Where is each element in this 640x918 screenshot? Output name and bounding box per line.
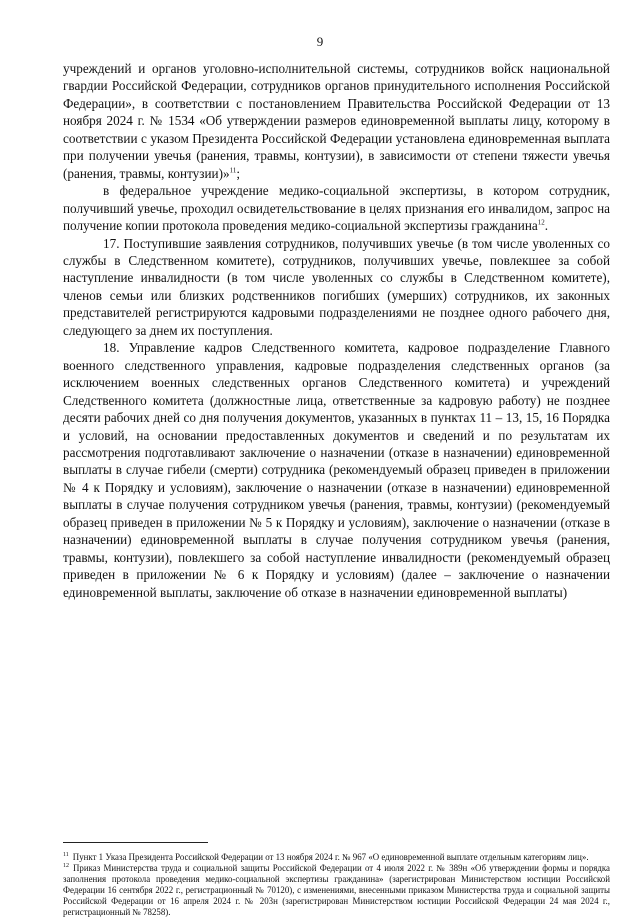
footnote-text: Пункт 1 Указа Президента Российской Федерации от 13 ноября 2024 г. № 967 «О единовременной выплате отдельным категориям лиц».	[72, 852, 589, 862]
footnote-ref: 12	[537, 218, 545, 227]
footnote-ref: 11	[229, 166, 237, 175]
page-number: 9	[316, 34, 324, 49]
footnote-mark: 12	[63, 863, 69, 870]
paragraph-mse-request	[63, 182, 610, 234]
footnote-mark: 11	[63, 852, 69, 859]
paragraph-tail: ;	[236, 165, 240, 181]
paragraph-continuation	[63, 60, 610, 182]
paragraph-18: 18. Управление кадров Следственного комитета, кадровое подразделение Главного военного следственного управления, кадровые подразделения следственных органов (за исключением военных следственных органов Следственного комитета) и учреждений Следственного комитета (должностные лица, ответственные за кадровую работу) не позднее десяти рабочих дней со дня получения документов, указанных в пунктах 11 – 13, 15, 16 Порядка и условий, на основании предоставленных документов и сведений и по результатам их рассмотрения подготавливают заключение о назначении (отказе в назначении) единовременной выплаты в случае гибели (смерти) сотрудника (рекомендуемый образец приведен в приложении № 4 к Порядку и условиям), заключение о назначении (отказе в назначении) единовременной выплаты в случае получения сотрудником увечья (ранения, травмы, контузии) (рекомендуемый образец приведен в приложении № 5 к Порядку и условиям), заключение о назначении (отказе в назначении) единовременной выплаты в случае получения сотрудником увечья (ранения, травмы, контузии), повлекшего за собой наступление инвалидности (рекомендуемый образец приведен в приложении № 6 к Порядку и условиям) (далее – заключение о назначении единовременной выплаты, заключение об отказе в назначении единовременной выплаты)	[63, 340, 610, 600]
paragraph-17: 17. Поступившие заявления сотрудников, получивших увечье (в том числе уволенных со службы в Следственном комитете), сотрудников, получивших увечье, повлекшее за собой наступление инвалидности (в том числе уволенных со службы в Следственном комитете), членов семьи или близких родственников погибших (умерших) сотрудников, их законных представителей регистрируются кадровыми подразделениями не позднее одного рабочего дня, следующего за днем их поступления.	[63, 235, 610, 338]
paragraph-tail: .	[544, 218, 549, 234]
footnotes	[63, 852, 610, 918]
footnote-11	[63, 852, 610, 863]
paragraph-text: в федеральное учреждение медико-социальной экспертизы, в котором сотрудник, получивший увечье, проходил освидетельствование в целях признания его инвалидом, запрос на получение копии протокола проведения медико-социальной экспертизы гражданина	[63, 183, 610, 234]
footnote-12	[63, 863, 610, 918]
document-body	[63, 60, 610, 601]
footnote-separator	[63, 842, 208, 843]
footnote-text: Приказ Министерства труда и социальной защиты Российской Федерации от 4 июля 2022 г. № 389н «Об утверждении формы и порядка заполнения протокола проведения медико-социальной экспертизы гражданина» (зарегистрирован Министерством юстиции Российской Федерации 16 сентября 2022 г., регистрационный № 70120), с изменениями, внесенными приказом Министерства труда и социальной защиты Российской Федерации от 16 апреля 2024 г. № 203н (зарегистрирован Министерством юстиции Российской Федерации 24 мая 2024 г., регистрационный № 78258).	[63, 863, 610, 917]
paragraph-text: учреждений и органов уголовно-исполнительной системы, сотрудников войск национальной гвардии Российской Федерации, сотрудников органов принудительного исполнения Российской Федерации», в соответствии с постановлением Правительства Российской Федерации от 13 ноября 2024 г. № 1534 «Об утверждении размеров единовременной выплаты лицу, которому в соответствии с указом Президента Российской Федерации установлена единовременная выплата при получении увечья (ранения, травмы, контузии), в зависимости от степени тяжести увечья (ранения, травмы, контузии)»	[63, 61, 610, 181]
